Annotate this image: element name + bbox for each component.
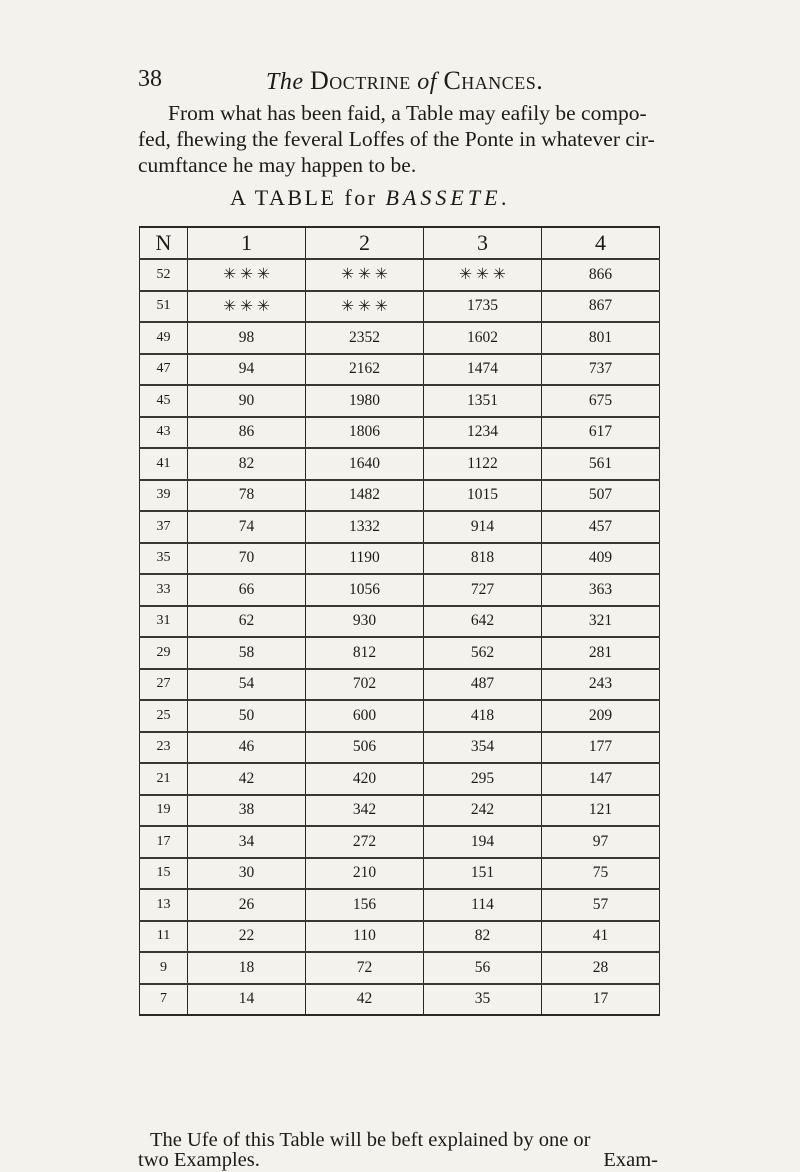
row-label-cell: 29 xyxy=(140,637,188,669)
page-number: 38 xyxy=(138,66,162,92)
value-cell: 22 xyxy=(188,921,306,953)
value-cell: ✳ ✳ ✳ xyxy=(424,259,542,291)
table-row xyxy=(140,795,660,827)
table-row xyxy=(140,606,660,638)
value-cell: 156 xyxy=(306,889,424,921)
value-cell: 42 xyxy=(188,763,306,795)
table-row xyxy=(140,858,660,890)
column-header: 2 xyxy=(306,227,424,259)
row-label-cell: 41 xyxy=(140,448,188,480)
value-cell: 1735 xyxy=(424,291,542,323)
running-head-chances: Chances. xyxy=(443,66,544,95)
value-cell: 507 xyxy=(542,480,660,512)
value-cell: 675 xyxy=(542,385,660,417)
row-label-cell: 43 xyxy=(140,417,188,449)
row-label-cell: 19 xyxy=(140,795,188,827)
value-cell: 70 xyxy=(188,543,306,575)
value-cell: 209 xyxy=(542,700,660,732)
row-label-cell: 25 xyxy=(140,700,188,732)
value-cell: 2352 xyxy=(306,322,424,354)
row-label-cell: 13 xyxy=(140,889,188,921)
row-label-cell: 35 xyxy=(140,543,188,575)
value-cell: 98 xyxy=(188,322,306,354)
intro-paragraph xyxy=(138,100,660,178)
value-cell: 737 xyxy=(542,354,660,386)
running-head-the: The xyxy=(266,69,304,95)
row-label-cell: 31 xyxy=(140,606,188,638)
table-row xyxy=(140,448,660,480)
value-cell: 420 xyxy=(306,763,424,795)
value-cell: 75 xyxy=(542,858,660,890)
value-cell: 818 xyxy=(424,543,542,575)
running-head xyxy=(266,66,543,96)
table-row xyxy=(140,952,660,984)
value-cell: 457 xyxy=(542,511,660,543)
row-label-cell: 47 xyxy=(140,354,188,386)
value-cell: 42 xyxy=(306,984,424,1016)
value-cell: 35 xyxy=(424,984,542,1016)
value-cell: 363 xyxy=(542,574,660,606)
value-cell: 194 xyxy=(424,826,542,858)
value-cell: ✳ ✳ ✳ xyxy=(306,291,424,323)
value-cell: 46 xyxy=(188,732,306,764)
value-cell: 1602 xyxy=(424,322,542,354)
value-cell: 56 xyxy=(424,952,542,984)
value-cell: 90 xyxy=(188,385,306,417)
table-row xyxy=(140,700,660,732)
table-row xyxy=(140,354,660,386)
row-label-cell: 49 xyxy=(140,322,188,354)
row-label-cell: 11 xyxy=(140,921,188,953)
table-row xyxy=(140,511,660,543)
row-label-cell: 45 xyxy=(140,385,188,417)
value-cell: 487 xyxy=(424,669,542,701)
table-row xyxy=(140,984,660,1016)
intro-line-1: From what has been faid, a Table may eafily be compo- xyxy=(168,101,647,125)
value-cell: 72 xyxy=(306,952,424,984)
value-cell: 26 xyxy=(188,889,306,921)
value-cell: 727 xyxy=(424,574,542,606)
value-cell: 151 xyxy=(424,858,542,890)
value-cell: 30 xyxy=(188,858,306,890)
value-cell: 94 xyxy=(188,354,306,386)
table-row xyxy=(140,322,660,354)
value-cell: 54 xyxy=(188,669,306,701)
value-cell: 62 xyxy=(188,606,306,638)
value-cell: 561 xyxy=(542,448,660,480)
value-cell: 41 xyxy=(542,921,660,953)
value-cell: 272 xyxy=(306,826,424,858)
running-head-doctrine: Doctrine xyxy=(310,66,411,95)
table-row xyxy=(140,291,660,323)
value-cell: 342 xyxy=(306,795,424,827)
row-label-cell: 21 xyxy=(140,763,188,795)
footer-line-2 xyxy=(138,1150,658,1172)
value-cell: 1806 xyxy=(306,417,424,449)
row-label-cell: 9 xyxy=(140,952,188,984)
table-row xyxy=(140,574,660,606)
value-cell: 242 xyxy=(424,795,542,827)
value-cell: 1056 xyxy=(306,574,424,606)
row-label-cell: 27 xyxy=(140,669,188,701)
value-cell: 1474 xyxy=(424,354,542,386)
row-label-cell: 23 xyxy=(140,732,188,764)
value-cell: 114 xyxy=(424,889,542,921)
value-cell: 177 xyxy=(542,732,660,764)
row-label-cell: 51 xyxy=(140,291,188,323)
table-title xyxy=(230,185,511,211)
value-cell: 281 xyxy=(542,637,660,669)
value-cell: 354 xyxy=(424,732,542,764)
table-row xyxy=(140,889,660,921)
table-row xyxy=(140,669,660,701)
value-cell: 409 xyxy=(542,543,660,575)
value-cell: 506 xyxy=(306,732,424,764)
value-cell: 82 xyxy=(188,448,306,480)
table-body xyxy=(140,259,660,1015)
value-cell: 1190 xyxy=(306,543,424,575)
value-cell: 1482 xyxy=(306,480,424,512)
value-cell: 617 xyxy=(542,417,660,449)
value-cell: 1015 xyxy=(424,480,542,512)
column-header: 4 xyxy=(542,227,660,259)
value-cell: 74 xyxy=(188,511,306,543)
table-row xyxy=(140,543,660,575)
page-header xyxy=(138,66,658,100)
value-cell: 1351 xyxy=(424,385,542,417)
table-row xyxy=(140,826,660,858)
value-cell: 702 xyxy=(306,669,424,701)
table-row xyxy=(140,480,660,512)
value-cell: 210 xyxy=(306,858,424,890)
row-label-cell: 39 xyxy=(140,480,188,512)
table-row xyxy=(140,732,660,764)
value-cell: 243 xyxy=(542,669,660,701)
row-label-cell: 7 xyxy=(140,984,188,1016)
value-cell: 295 xyxy=(424,763,542,795)
row-label-cell: 15 xyxy=(140,858,188,890)
value-cell: 321 xyxy=(542,606,660,638)
basset-table xyxy=(139,226,660,1016)
row-label-cell: 17 xyxy=(140,826,188,858)
value-cell: 38 xyxy=(188,795,306,827)
value-cell: 86 xyxy=(188,417,306,449)
footer-paragraph xyxy=(138,1130,658,1172)
footer-line-1: The Ufe of this Table will be beft explained by one or xyxy=(150,1129,591,1151)
row-label-cell: 33 xyxy=(140,574,188,606)
value-cell: 82 xyxy=(424,921,542,953)
running-head-of: of xyxy=(417,69,437,95)
value-cell: 110 xyxy=(306,921,424,953)
value-cell: ✳ ✳ ✳ xyxy=(306,259,424,291)
intro-line-3: cumftance he may happen to be. xyxy=(138,153,417,177)
value-cell: 1640 xyxy=(306,448,424,480)
value-cell: 57 xyxy=(542,889,660,921)
value-cell: 78 xyxy=(188,480,306,512)
table-row xyxy=(140,417,660,449)
value-cell: 14 xyxy=(188,984,306,1016)
value-cell: 2162 xyxy=(306,354,424,386)
column-header: N xyxy=(140,227,188,259)
catchword: Exam- xyxy=(603,1149,658,1171)
footer-line-2-left: two Examples. xyxy=(138,1149,260,1171)
table-header-row xyxy=(140,227,660,259)
value-cell: 66 xyxy=(188,574,306,606)
value-cell: 147 xyxy=(542,763,660,795)
value-cell: 1122 xyxy=(424,448,542,480)
value-cell: ✳ ✳ ✳ xyxy=(188,291,306,323)
value-cell: 866 xyxy=(542,259,660,291)
table-row xyxy=(140,921,660,953)
value-cell: 1234 xyxy=(424,417,542,449)
table-row xyxy=(140,385,660,417)
value-cell: 914 xyxy=(424,511,542,543)
column-header: 1 xyxy=(188,227,306,259)
value-cell: 58 xyxy=(188,637,306,669)
column-header: 3 xyxy=(424,227,542,259)
value-cell: 1980 xyxy=(306,385,424,417)
value-cell: 642 xyxy=(424,606,542,638)
value-cell: 50 xyxy=(188,700,306,732)
value-cell: 1332 xyxy=(306,511,424,543)
table-row xyxy=(140,637,660,669)
value-cell: 812 xyxy=(306,637,424,669)
row-label-cell: 52 xyxy=(140,259,188,291)
value-cell: 801 xyxy=(542,322,660,354)
intro-line-2: fed, fhewing the feveral Loffes of the Ponte in whatever cir- xyxy=(138,127,655,151)
value-cell: 418 xyxy=(424,700,542,732)
value-cell: 18 xyxy=(188,952,306,984)
value-cell: 600 xyxy=(306,700,424,732)
value-cell: 930 xyxy=(306,606,424,638)
table-title-prefix: A TABLE for xyxy=(230,185,378,210)
table-row xyxy=(140,763,660,795)
row-label-cell: 37 xyxy=(140,511,188,543)
table-title-name: BASSETE. xyxy=(385,185,512,210)
value-cell: 97 xyxy=(542,826,660,858)
value-cell: 28 xyxy=(542,952,660,984)
value-cell: 562 xyxy=(424,637,542,669)
value-cell: 34 xyxy=(188,826,306,858)
value-cell: 17 xyxy=(542,984,660,1016)
table-row xyxy=(140,259,660,291)
value-cell: ✳ ✳ ✳ xyxy=(188,259,306,291)
value-cell: 121 xyxy=(542,795,660,827)
value-cell: 867 xyxy=(542,291,660,323)
